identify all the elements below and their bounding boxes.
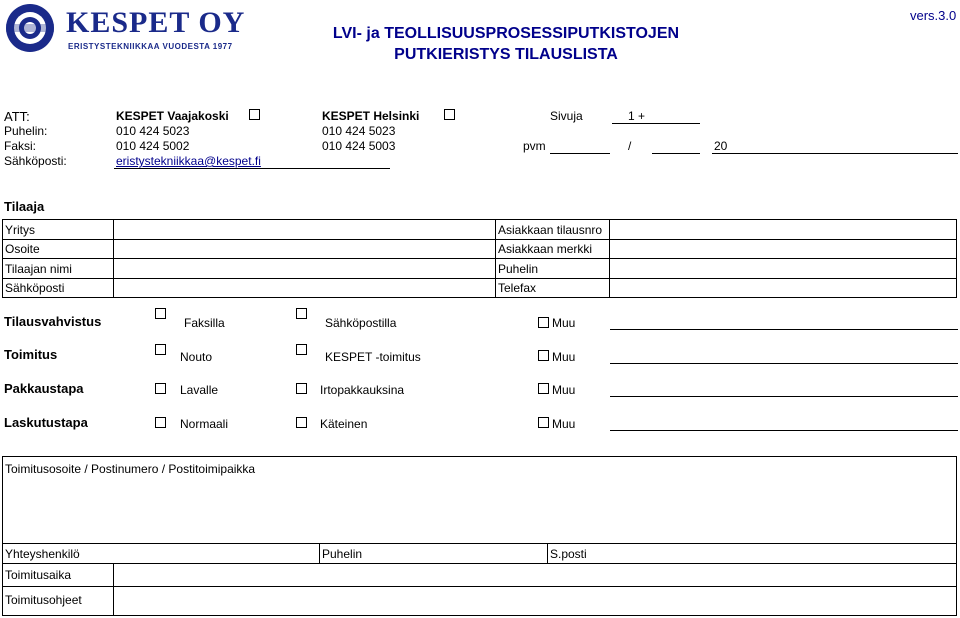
vaajakoski-checkbox[interactable] <box>249 109 260 120</box>
page-count-label: Sivuja <box>550 109 583 123</box>
delivery-instructions-input[interactable] <box>117 591 953 609</box>
contact-email-label: S.posti <box>550 547 587 561</box>
packaging-loose-checkbox[interactable] <box>296 383 307 394</box>
delivery-instructions-label: Toimitusohjeet <box>5 593 82 607</box>
phone-input[interactable] <box>613 260 953 276</box>
delivery-pickup-checkbox[interactable] <box>155 344 166 355</box>
delivery-address-box <box>2 456 957 616</box>
packaging-other-label: Muu <box>552 383 576 397</box>
confirmation-email-label: Sähköpostilla <box>325 316 397 330</box>
delivery-col-divider <box>113 563 114 615</box>
delivery-other-line[interactable] <box>610 363 958 364</box>
contact-person-label: Yhteyshenkilö <box>5 547 80 561</box>
date-separator: / <box>628 139 632 153</box>
telefax-input[interactable] <box>613 280 953 296</box>
delivery-kespet-checkbox[interactable] <box>296 344 307 355</box>
vaajakoski-email-link[interactable]: eristystekniikkaa@kespet.fi <box>116 154 261 168</box>
logo-tagline: ERISTYSTEKNIIKKAA VUODESTA 1977 <box>68 42 233 51</box>
confirmation-other-line[interactable] <box>610 329 958 330</box>
vaajakoski-fax: 010 424 5002 <box>116 139 190 153</box>
contact-phone-label: Puhelin <box>322 547 363 561</box>
email-underline <box>114 168 390 169</box>
helsinki-fax: 010 424 5003 <box>322 139 396 153</box>
orderer-email-input[interactable] <box>117 280 491 296</box>
option-label-confirmation: Tilausvahvistus <box>4 314 102 329</box>
orderer-label-mark: Asiakkaan merkki <box>498 242 593 256</box>
logo-pipe-icon <box>4 2 64 54</box>
billing-other-label: Muu <box>552 417 576 431</box>
date-month-line[interactable] <box>652 153 700 154</box>
address-input[interactable] <box>117 241 491 257</box>
packaging-loose-label: Irtopakkauksina <box>320 383 405 397</box>
orderer-row-divider <box>3 239 956 240</box>
form-title-line2: PUTKIERISTYS TILAUSLISTA <box>394 46 618 63</box>
delivery-other-label: Muu <box>552 350 576 364</box>
confirmation-fax-label: Faksilla <box>184 316 225 330</box>
date-label: pvm <box>523 139 546 153</box>
delivery-col-divider <box>319 543 320 563</box>
delivery-address-input[interactable] <box>5 479 955 543</box>
option-label-packaging: Pakkaustapa <box>4 381 84 396</box>
packaging-other-line[interactable] <box>610 396 958 397</box>
delivery-divider <box>3 586 956 587</box>
delivery-col-divider <box>547 543 548 563</box>
delivery-kespet-label: KESPET -toimitus <box>325 350 421 364</box>
billing-normal-label: Normaali <box>180 417 229 431</box>
orderer-row-divider <box>3 258 956 259</box>
page-count-value: 1 + <box>628 109 646 123</box>
delivery-time-input[interactable] <box>117 567 953 583</box>
company-input[interactable] <box>117 222 491 238</box>
confirmation-other-checkbox[interactable] <box>538 317 549 328</box>
orderer-col-divider <box>113 220 114 297</box>
billing-other-checkbox[interactable] <box>538 417 549 428</box>
confirmation-email-checkbox[interactable] <box>296 308 307 319</box>
confirmation-fax-checkbox[interactable] <box>155 308 166 319</box>
orderer-label-company: Yritys <box>5 223 35 237</box>
option-label-billing: Laskutustapa <box>4 415 88 430</box>
phone-label: Puhelin: <box>4 124 48 138</box>
delivery-divider <box>3 543 956 544</box>
version-label: vers.3.0 <box>910 8 957 23</box>
orderer-table <box>2 219 957 298</box>
confirmation-other-label: Muu <box>552 316 576 330</box>
orderer-section-title: Tilaaja <box>4 199 45 214</box>
packaging-other-checkbox[interactable] <box>538 383 549 394</box>
packaging-pallet-label: Lavalle <box>180 383 219 397</box>
customer-mark-input[interactable] <box>613 241 953 257</box>
orderer-label-telefax: Telefax <box>498 281 537 295</box>
helsinki-checkbox[interactable] <box>444 109 455 120</box>
orderer-label-order-no: Asiakkaan tilausnro <box>498 223 603 237</box>
option-label-delivery: Toimitus <box>4 347 58 362</box>
contact-person-input[interactable] <box>87 545 315 561</box>
billing-cash-checkbox[interactable] <box>296 417 307 428</box>
page-count-line[interactable] <box>612 123 700 124</box>
orderer-col-divider <box>609 220 610 297</box>
billing-cash-label: Käteinen <box>320 417 368 431</box>
delivery-other-checkbox[interactable] <box>538 350 549 361</box>
delivery-divider <box>3 563 956 564</box>
orderer-label-email: Sähköposti <box>5 281 65 295</box>
orderer-row-divider <box>3 278 956 279</box>
logo-text: KESPET OY <box>66 6 246 39</box>
date-year-line[interactable] <box>712 153 958 154</box>
orderer-label-address: Osoite <box>5 242 40 256</box>
helsinki-name: KESPET Helsinki <box>322 109 420 123</box>
orderer-label-name: Tilaajan nimi <box>5 262 72 276</box>
vaajakoski-phone: 010 424 5023 <box>116 124 190 138</box>
date-year-value: 20 <box>714 139 728 153</box>
delivery-pickup-label: Nouto <box>180 350 213 364</box>
billing-normal-checkbox[interactable] <box>155 417 166 428</box>
orderer-name-input[interactable] <box>117 260 491 276</box>
orderer-label-phone: Puhelin <box>498 262 539 276</box>
packaging-pallet-checkbox[interactable] <box>155 383 166 394</box>
billing-other-line[interactable] <box>610 430 958 431</box>
contact-email-input[interactable] <box>595 545 953 561</box>
delivery-address-label: Toimitusosoite / Postinumero / Postitoimipaikka <box>5 462 256 476</box>
order-number-input[interactable] <box>613 222 953 238</box>
date-day-line[interactable] <box>550 153 610 154</box>
delivery-time-label: Toimitusaika <box>5 568 72 582</box>
company-logo <box>4 2 246 54</box>
orderer-col-divider <box>495 220 496 297</box>
helsinki-phone: 010 424 5023 <box>322 124 396 138</box>
att-label: ATT: <box>4 109 30 124</box>
form-title-line1: LVI- ja TEOLLISUUSPROSESSIPUTKISTOJEN <box>332 25 680 42</box>
vaajakoski-name: KESPET Vaajakoski <box>116 109 229 123</box>
fax-label: Faksi: <box>4 139 37 153</box>
contact-phone-input[interactable] <box>369 545 543 561</box>
email-label: Sähköposti: <box>4 154 67 168</box>
